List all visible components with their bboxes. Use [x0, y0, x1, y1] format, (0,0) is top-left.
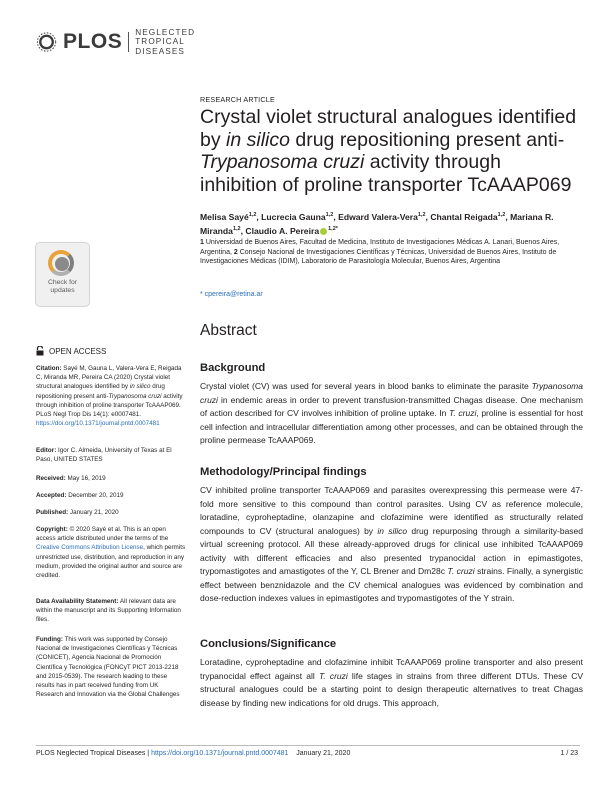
logo-text: PLOS: [63, 30, 123, 53]
methods-paragraph: CV inhibited proline transporter TcAAAP069 and parasites overexpressing this permease were 47-fold more sensitive to this compound than control parasites. Using CV as reference molecule, loratadine, cyproheptadine, olanzapine and clofazimine were identified as structurally related compounds to CV (structural analogues) by in silico drug repurposing through a similarity-based virtual screening protocol. All these already-approved drugs for clinical use inhibited TcAAAP069 activity with different efficacies and also presented trypanocidal action in epimastigotes, trypomastigotes and amastigotes of the Y, CL Brener and Dm28c T. cruzi strains. Finally, a synergistic effect between benznidazole and the CV chemical analogues was evidenced by combination and dose-reduction indexes values in epimastigotes and trypomastigotes of the Y strain.: [200, 485, 584, 603]
title-text: Crystal violet structural analogues identified by: [200, 106, 577, 151]
author[interactable]: Mariana R. Miranda$^{1,2}$: [200, 211, 554, 237]
license-link[interactable]: Creative Commons Attribution License: [36, 544, 144, 552]
author[interactable]: Melisa Sayé$^{1,2}$: [200, 211, 257, 222]
funding-block: Funding: This work was supported by Consejo Nacional de Investigaciones Científicas y Técnicas (CONICET), Agencia Nacional de Promoción Científica y Tecnológica (FONCyT PICT 2013-2218 and 2015-0539). The research leading to these results has in part received funding from UK Research and Innovation via the Global Challenges: [36, 636, 180, 699]
title-italic: Trypanosoma cruzi: [200, 151, 365, 173]
open-lock-icon: [36, 346, 44, 356]
data-availability-block: Data Availability Statement: All relevant data are within the manuscript and its Supporting Information files.: [36, 598, 181, 624]
footer-date: January 21, 2020: [296, 750, 351, 757]
citation-block: Citation: Sayé M, Gauna L, Valera-Vera E, Reigada C, Miranda MR, Pereira CA (2020) Crystal violet structural analogues identified by in silico drug repositioning present anti-Trypanosoma cruzi activity through inhibition of proline transporter TcAAAP069. PLoS Negl Trop Dis 14(1): e0007481. https://doi.org/10.1371/journal.pntd.0007481: [36, 365, 183, 428]
article-title: [200, 106, 580, 196]
affiliation-number: 2: [233, 248, 238, 256]
title-text: drug repositioning present anti-: [289, 128, 565, 151]
conclusions-heading: Conclusions/Significance: [200, 638, 337, 650]
corresponding-email-link[interactable]: * cpereira@retina.ar: [200, 291, 263, 298]
check-for-updates-badge[interactable]: [35, 242, 90, 307]
conclusions-paragraph: Loratadine, cyproheptadine and clofazimine inhibit TcAAAP069 proline transporter and also present trypanocidal effect against all T. cruzi life stages in strains from three different DTUs. These CV structural analogues could be a starting point to design therapeutic alternatives to treat Chagas disease by finding new indications for old drugs. This approach,: [200, 657, 584, 708]
abstract-heading: Abstract: [200, 322, 257, 339]
title-text: activity through inhibition of proline transporter TcAAAP069: [200, 151, 572, 196]
journal-name-line1: NEGLECTED: [135, 27, 196, 37]
orcid-icon[interactable]: [320, 228, 327, 235]
background-paragraph: Crystal violet (CV) was used for several years in blood banks to eliminate the parasite Trypanosoma cruzi in endemic areas in order to prevent transfusion-transmitted Chagas disease. One mechanism of action described for CV involves inhibition of proline uptake. In T. cruzi, proline is essential for host cell infection and intracellular differentiation among other processes, and can be obtained through the proline permease TcAAAP069.: [200, 381, 583, 445]
footer-divider: [36, 745, 580, 746]
affiliation-text: Universidad de Buenos Aires, Facultad de Medicina, Instituto de Investigaciones Médicas A. Lanari, Buenos Aires, Argentina,: [200, 239, 560, 256]
logo-divider: [128, 32, 129, 52]
affiliations: [200, 238, 585, 267]
plos-logo-icon: [34, 31, 59, 53]
methods-heading: Methodology/Principal findings: [200, 466, 367, 478]
page-number: 1 / 23: [560, 750, 578, 757]
footer-journal: PLOS Neglected Tropical Diseases: [36, 750, 146, 757]
journal-name: [135, 28, 234, 57]
affiliation-text: Consejo Nacional de Investigaciones Científicas y Técnicas, Universidad de Buenos Aires, Instituto de Investigaciones Médicas (IDIM), Laboratorio de Parasitología Molecular, Buenos Aires, Argentina: [200, 248, 557, 266]
footer-doi-link[interactable]: https://doi.org/10.1371/journal.pntd.0007481: [151, 750, 289, 757]
accepted-date: Accepted: December 20, 2019: [36, 492, 124, 499]
open-access-label: [36, 346, 106, 356]
published-date: Published: January 21, 2020: [36, 509, 119, 516]
author[interactable]: Lucrecia Gauna$^{1,2}$: [261, 211, 334, 222]
open-access-text: OPEN ACCESS: [49, 346, 107, 356]
author[interactable]: Edward Valera-Vera$^{1,2}$: [338, 211, 426, 222]
journal-name-line2: TROPICAL DISEASES: [135, 37, 185, 56]
editor-block: Editor: Igor C. Almeida, University of Texas at El Paso, UNITED STATES: [36, 447, 172, 464]
page-footer: PLOS Neglected Tropical Diseases | https://doi.org/10.1371/journal.pntd.0007481 January 21, 2020: [36, 750, 351, 757]
badge-label: Check for updates: [47, 279, 78, 294]
title-italic: in silico: [226, 128, 290, 151]
background-heading: Background: [200, 362, 266, 374]
affiliation-number: 1: [200, 239, 204, 246]
updates-icon-center: [55, 257, 69, 271]
article-type: RESEARCH ARTICLE: [200, 95, 275, 104]
journal-logo: [34, 27, 234, 56]
author-list: Melisa Sayé$^{1,2}$, Lucrecia Gauna$^{1,2}$, Edward Valera-Vera$^{1,2}$, Chantal Reigada$^{1,2}$, Mariana R. Miranda$^{1,2}$, Claudio A. Pereira $^{1,2*}$: [200, 211, 554, 237]
copyright-block: Copyright: © 2020 Sayé et al. This is an open access article distributed under the terms of the Creative Commons Attribution License, which permits unrestricted use, distribution, and reproduction in any medium, provided the original author and source are credited.: [36, 526, 186, 580]
author[interactable]: Claudio A. Pereira $^{1,2*}$: [245, 226, 338, 237]
received-date: Received: May 16, 2019: [36, 475, 106, 482]
author[interactable]: Chantal Reigada$^{1,2}$: [430, 211, 506, 222]
citation-doi-link[interactable]: https://doi.org/10.1371/journal.pntd.0007481: [36, 420, 160, 428]
